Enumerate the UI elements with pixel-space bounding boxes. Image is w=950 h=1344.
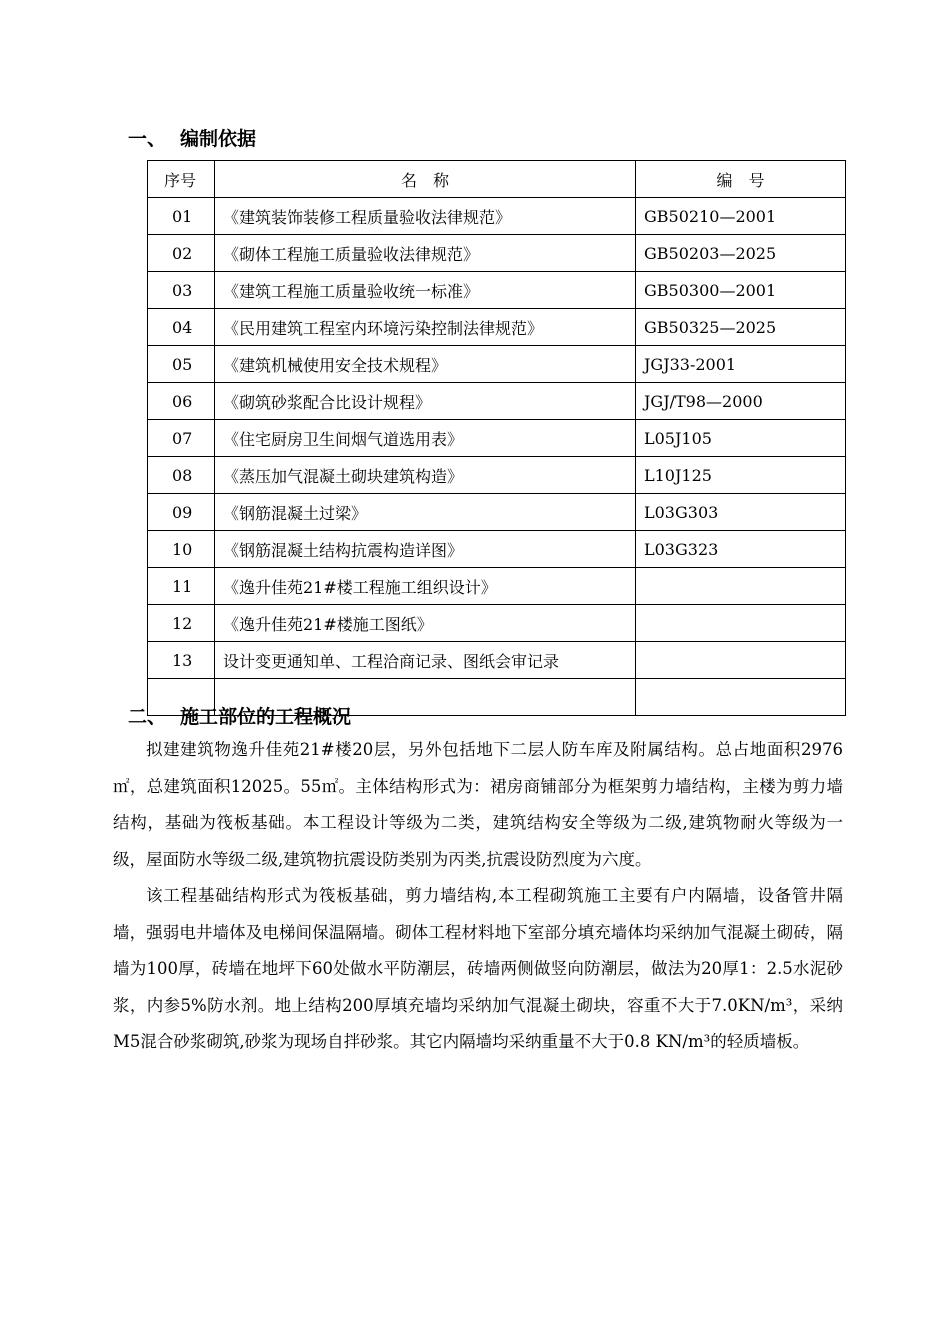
cell-name: 《建筑机械使用安全技术规程》	[215, 346, 636, 383]
table-row	[148, 605, 846, 642]
cell-code	[636, 679, 846, 716]
overview-body	[113, 732, 843, 1061]
cell-code: L05J105	[636, 420, 846, 457]
table-row	[148, 568, 846, 605]
table-row	[148, 346, 846, 383]
cell-seq: 13	[148, 642, 215, 679]
section-number: 一、	[128, 128, 167, 150]
cell-name: 《建筑装饰装修工程质量验收法律规范》	[215, 198, 636, 235]
table-row	[148, 383, 846, 420]
paragraph: 该工程基础结构形式为筏板基础，剪力墙结构,本工程砌筑施工主要有户内隔墙，设备管井隔墙，强弱电井墙体及电梯间保温隔墙。砌体工程材料地下室部分填充墙体均采纳加气混凝土砌砖，隔墙为100厚，砖墙在地坪下60处做水平防潮层，砖墙两侧做竖向防潮层，做法为20厚1：2.5水泥砂浆，内参5%防水剂。地上结构200厚填充墙均采纳加气混凝土砌块，容重不大于7.0KN/m³，采纳M5混合砂浆砌筑,砂浆为现场自拌砂浆。其它内隔墙均采纳重量不大于0.8 KN/m³的轻质墙板。	[113, 886, 843, 1051]
cell-name: 《逸升佳苑21#楼工程施工组织设计》	[215, 568, 636, 605]
table-row	[148, 235, 846, 272]
table-row	[148, 309, 846, 346]
cell-code: L03G303	[636, 494, 846, 531]
header-seq: 序号	[148, 161, 215, 198]
table-header-row	[148, 161, 846, 198]
cell-name: 《建筑工程施工质量验收统一标准》	[215, 272, 636, 309]
cell-seq: 11	[148, 568, 215, 605]
table-row	[148, 272, 846, 309]
header-code: 编 号	[636, 161, 846, 198]
cell-seq: 02	[148, 235, 215, 272]
cell-name: 《砌体工程施工质量验收法律规范》	[215, 235, 636, 272]
cell-seq: 10	[148, 531, 215, 568]
table-row	[148, 420, 846, 457]
cell-code	[636, 642, 846, 679]
cell-name: 《钢筋混凝土结构抗震构造详图》	[215, 531, 636, 568]
table-row	[148, 198, 846, 235]
cell-seq: 03	[148, 272, 215, 309]
cell-code	[636, 605, 846, 642]
cell-seq: 07	[148, 420, 215, 457]
cell-name: 《民用建筑工程室内环境污染控制法律规范》	[215, 309, 636, 346]
cell-code: JGJ/T98—2000	[636, 383, 846, 420]
cell-code: GB50300—2001	[636, 272, 846, 309]
header-name: 名 称	[215, 161, 636, 198]
cell-seq: 12	[148, 605, 215, 642]
cell-name: 《钢筋混凝土过梁》	[215, 494, 636, 531]
section-heading-overview	[128, 702, 351, 729]
cell-seq: 06	[148, 383, 215, 420]
section-title: 施工部位的工程概况	[180, 706, 352, 728]
table-row	[148, 494, 846, 531]
cell-code: JGJ33-2001	[636, 346, 846, 383]
cell-name: 《蒸压加气混凝土砌块建筑构造》	[215, 457, 636, 494]
cell-seq: 04	[148, 309, 215, 346]
paragraph: 拟建建筑物逸升佳苑21#楼20层，另外包括地下二层人防车库及附属结构。总占地面积2976㎡，总建筑面积12025。55㎡。主体结构形式为：裙房商铺部分为框架剪力墙结构，主楼为剪力墙结构，基础为筏板基础。本工程设计等级为二类，建筑结构安全等级为二级,建筑物耐火等级为一级，屋面防水等级二级,建筑物抗震设防类别为丙类,抗震设防烈度为六度。	[113, 740, 843, 869]
cell-seq: 05	[148, 346, 215, 383]
section-title: 编制依据	[180, 128, 257, 150]
cell-seq: 01	[148, 198, 215, 235]
table-row	[148, 457, 846, 494]
cell-name: 设计变更通知单、工程洽商记录、图纸会审记录	[215, 642, 636, 679]
cell-seq: 08	[148, 457, 215, 494]
cell-name: 《砌筑砂浆配合比设计规程》	[215, 383, 636, 420]
cell-code: L10J125	[636, 457, 846, 494]
cell-code: GB50210—2001	[636, 198, 846, 235]
cell-name: 《逸升佳苑21#楼施工图纸》	[215, 605, 636, 642]
section-heading-basis	[128, 124, 256, 151]
cell-code	[636, 568, 846, 605]
cell-code: L03G323	[636, 531, 846, 568]
table-row	[148, 531, 846, 568]
cell-code: GB50203—2025	[636, 235, 846, 272]
cell-name: 《住宅厨房卫生间烟气道选用表》	[215, 420, 636, 457]
cell-code: GB50325—2025	[636, 309, 846, 346]
table-row	[148, 642, 846, 679]
section-number: 二、	[128, 706, 167, 728]
cell-seq: 09	[148, 494, 215, 531]
basis-table	[147, 160, 846, 716]
